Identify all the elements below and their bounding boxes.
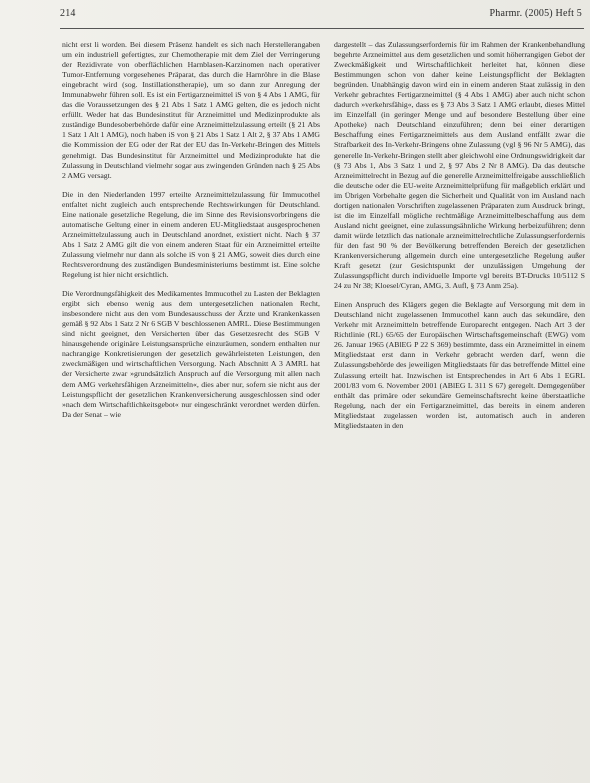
paragraph: dargestellt – das Zulassungserfordernis für im Rahmen der Krankenbehandlung begehrte Arzneimittel aus dem gesetzlichen und somit höherrangigen Gebot der Zweckmäßigkeit und Wirtschaftlichkeit herleitet hat, können diese Bestimmungen schon von daher keine Leistungspflicht der Beklagten begründen. Unabhängig davon wird ein in einem anderen Staat zulässig in den Verkehr gebrachtes Fertigarzneimittel (§ 4 Abs 1 AMG) aber auch nicht schon dadurch »verkehrsfähig«, dass es § 73 Abs 3 Satz 1 AMG erlaubt, dieses Mittel im Einzelfall (in geringer Menge und auf besondere Bestellung über eine Apotheke) nach Deutschland einzuführen; denn bei einer derartigen Beschaffung eines Fertigarzneimittels aus dem Ausland entfällt zwar die Strafbarkeit des In-Verkehr-Bringens ohne Zulassung (vgl § 96 Nr 5 AMG), das generelle In-Verkehr-Bringen stellt aber gleichwohl eine Ordnungswidrigkeit dar (§ 73 Abs 1, Abs 3 Satz 1 und 2, § 97 Abs 2 Nr 8 AMG). Da das deutsche Arzneimittelrecht in Bezug auf die generelle Arzneimittelfreigabe ausschließlich die deutsche oder die EU-weite Arzneimittelprüfung für maßgeblich erklärt und im Übrigen Vorbehalte gegen die Sicherheit und Qualität von im Ausland nach dortigen nationalen Vorschriften zugelassenen Präparaten zum Ausdruck bringt, ist die im Einzelfall mögliche rechtmäßige Arzneimittelbeschaffung aus dem Ausland nicht geeignet, eine zulassungsähnliche Wirkung herbeizuführen; denn damit würde letztlich das nationale arzneimittelrechtliche Zulassungserfordernis für den fast 90 % der Bevölkerung betreffenden Bereich der gesetzlichen Krankenversicherung allgemein durch eine untergesetzliche Regelung außer Kraft gesetzt (zur Gesichtspunkt der unzulässigen Umgehung der Zulassungspflicht durch individuelle Importe vgl bereits BT-Drucks 10/5112 S 24 zu Nr 38; Kloesel/Cyran, AMG, 3. Aufl, § 73 Anm 25a).: [334, 40, 585, 291]
header-rule: [60, 28, 584, 29]
paragraph: nicht erst li worden. Bei diesem Präsenz handelt es sich nach Herstellerangaben um ein industriell gefertigtes, zur Chemotherapie mit dem Ziel der Verringerung der Rezidivrate von oberflächlichen Harnblasen-Karzinomen nach operativer Tumor-Entfernung vorgesehenes Präparat, das durch die Harnröhre in die Blase eingebracht wird (sog. Instillationstherapie), um so dann zur Anregung der Immunabwehr führen soll. Es ist ein Fertigarzneimittel iS von § 4 Abs 1 AMG, für das die Voraussetzungen des § 21 Abs 1 Satz 1 AMG gelten, die es jedoch nicht erfüllt. Weder hat das Bundesinstitut für Arzneimittel und Medizinprodukte als zuständige Bundesoberbehörde dafür eine Arzneimittelzulassung erteilt (§ 21 Abs 1 Satz 1 Alt 1 AMG), noch haben iS von § 21 Abs 1 Satz 1 Alt 2, § 37 Abs 1 AMG die Kommission der EG oder der Rat der EU das In-Verkehr-Bringen des Mittels genehmigt. Das Bundesinstitut für Arzneimittel und Medizinprodukte hat die Zulassung in Deutschland vielmehr sogar aus zwingenden Gründen nach § 25 Abs 2 AMG versagt.: [62, 40, 320, 180]
paragraph: Die Verordnungsfähigkeit des Medikamentes Immucothel zu Lasten der Beklagten ergibt sich ebenso wenig aus dem untergesetzlichen nationalen Recht, insbesondere nicht aus den vom Bundesausschuss der Ärzte und Krankenkassen gemäß § 92 Abs 1 Satz 2 Nr 6 SGB V beschlossenen AMRL. Diese Bestimmungen sind nicht geeignet, den Versicherten über das Gesetzesrecht des SGB V hinausgehende originäre Leistungsansprüche einzuräumen, sondern enthalten nur nachrangige Konkretisierungen der gesetzlich gewährleisteten Leistungen, den zweckmäßigen und wirtschaftlichen Versorgung. Nach Abschnitt A 3 AMRL hat der Versicherte zwar »grundsätzlich Anspruch auf die Versorgung mit allen nach dem AMG verkehrsfähigen Arzneimitteln«, dies aber nur, sofern sie nicht aus der Leistungspflicht der gesetzlichen Krankenversicherung ausgeschlossen sind oder »nach dem Wirtschaftlichkeitsgebot« nur eingeschränkt verordnet werden dürfen. Da der Senat – wie: [62, 289, 320, 419]
right-column: [334, 40, 585, 431]
paragraph: Einen Anspruch des Klägers gegen die Beklagte auf Versorgung mit dem in Deutschland nicht zugelassenen Immucothel kann auch das sekundäre, den Verkehr mit Arzneimitteln betreffende Europarecht entgegen. Nach Art 3 der Richtlinie (RL) 65/65 der Europäischen Wirtschaftsgemeinschaft (EWG) vom 26. Januar 1965 (ABlEG P 22 S 369) bestimmte, dass ein Arzneimittel in einem Mitgliedstaat erst dann in Verkehr gebracht werden darf, wenn die Zulassungsbehörde des jeweiligen Mitgliedstaats für das betreffende Mittel eine Zulassung erteilt hat. Inzwischen ist Entsprechendes in Art 6 Abs 1 EGRL 2001/83 vom 6. November 2001 (ABlEG L 311 S 67) geregelt. Demgegenüber enthält das primäre oder sekundäre Gemeinschaftsrecht keine überstaatliche Regelung, nach der ein Fertigarzneimittel, das bereits in einem anderen Mitgliedstaat zugelassen worden ist, automatisch auch in anderen Mitgliedstaaten in den: [334, 300, 585, 430]
left-column: [62, 40, 320, 420]
page-header: [60, 8, 582, 24]
page-number: 214: [60, 8, 76, 19]
paragraph: Die in den Niederlanden 1997 erteilte Arzneimittelzulassung für Immucothel entfaltet nicht zugleich auch entsprechende Rechtswirkungen für Deutschland. Eine nationale gesetzliche Regelung, die im Sinne des Revisionsvorbringens die automatische Geltung einer in einem anderen EU-Mitgliedstaat ausgesprochenen Arzneimittelzulassung auch in Deutschland anordnet, existiert nicht. Nach § 37 Abs 1 Satz 2 AMG gilt die von einem anderen Staat für ein Arzneimittel erteilte Zulassung vielmehr nur dann als solche iS von § 21 AMG, soweit dies durch eine Rechtsverordnung des zuständigen Bundesministeriums bestimmt ist. Eine solche Regelung ist hier nicht ersichtlich.: [62, 189, 320, 280]
journal-reference: Pharmr. (2005) Heft 5: [489, 8, 582, 19]
